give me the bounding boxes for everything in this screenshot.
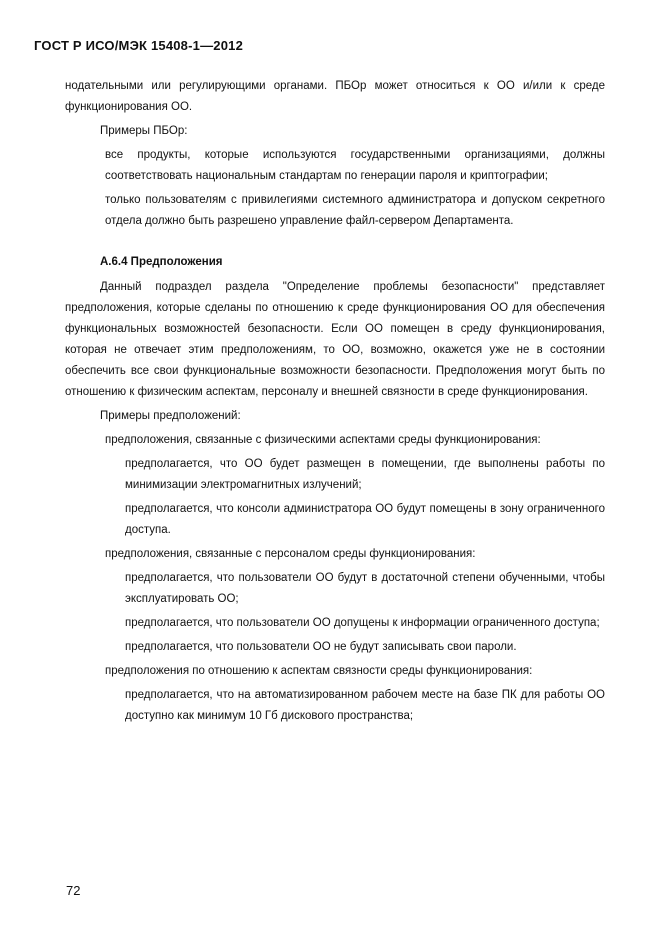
group-physical-item-1: предполагается, что ОО будет размещен в помещении, где выполнены работы по минимизации электромагнитных излучений;: [125, 458, 605, 491]
page-number: 72: [66, 883, 81, 898]
group-connectivity-item-1: предполагается, что на автоматизированном рабочем месте на базе ПК для работы ОО доступно как минимум 10 Гб дискового пространства;: [125, 689, 605, 722]
section-heading: А.6.4 Предположения: [100, 256, 223, 268]
pbor-examples-lead: Примеры ПБОр:: [100, 125, 188, 137]
group-personnel-title: предположения, связанные с персоналом среды функционирования:: [105, 548, 476, 560]
group-personnel-item-1: предполагается, что пользователи ОО будут в достаточной степени обученными, чтобы эксплуатировать ОО;: [125, 572, 605, 605]
document-body: [65, 76, 605, 730]
group-personnel-item-3: предполагается, что пользователи ОО не будут записывать свои пароли.: [125, 641, 517, 653]
group-personnel-item-2: предполагается, что пользователи ОО допущены к информации ограниченного доступа;: [125, 617, 600, 629]
pbor-example-1: все продукты, которые используются государственными организациями, должны соответствовать национальным стандартам по генерации пароля и криптографии;: [105, 149, 605, 182]
paragraph-continuation: нодательными или регулирующими органами. ПБОр может относиться к ОО и/или к среде функционирования ОО.: [65, 80, 605, 113]
group-physical-title: предположения, связанные с физическими аспектами среды функционирования:: [105, 434, 541, 446]
document-header: ГОСТ Р ИСО/МЭК 15408-1—2012: [34, 38, 243, 53]
group-physical-item-2: предполагается, что консоли администратора ОО будут помещены в зону ограниченного доступа.: [125, 503, 605, 536]
assumptions-paragraph: Данный подраздел раздела "Определение проблемы безопасности" представляет предположения, которые сделаны по отношению к среде функционирования ОО для обеспечения функциональных возможностей безопасности. Если ОО помещен в среду функционирования, которая не отвечает этим предположениям, то ОО, возможно, окажется уже не в состоянии обеспечить все свои функциональные возможности безопасности. Предположения могут быть по отношению к физическим аспектам, персоналу и внешней связности в среде функционирования.: [65, 281, 605, 398]
pbor-example-2: только пользователям с привилегиями системного администратора и допуском секретного отдела должно быть разрешено управление файл-сервером Департамента.: [105, 194, 605, 227]
assumptions-examples-lead: Примеры предположений:: [100, 410, 241, 422]
group-connectivity-title: предположения по отношению к аспектам связности среды функционирования:: [105, 665, 533, 677]
